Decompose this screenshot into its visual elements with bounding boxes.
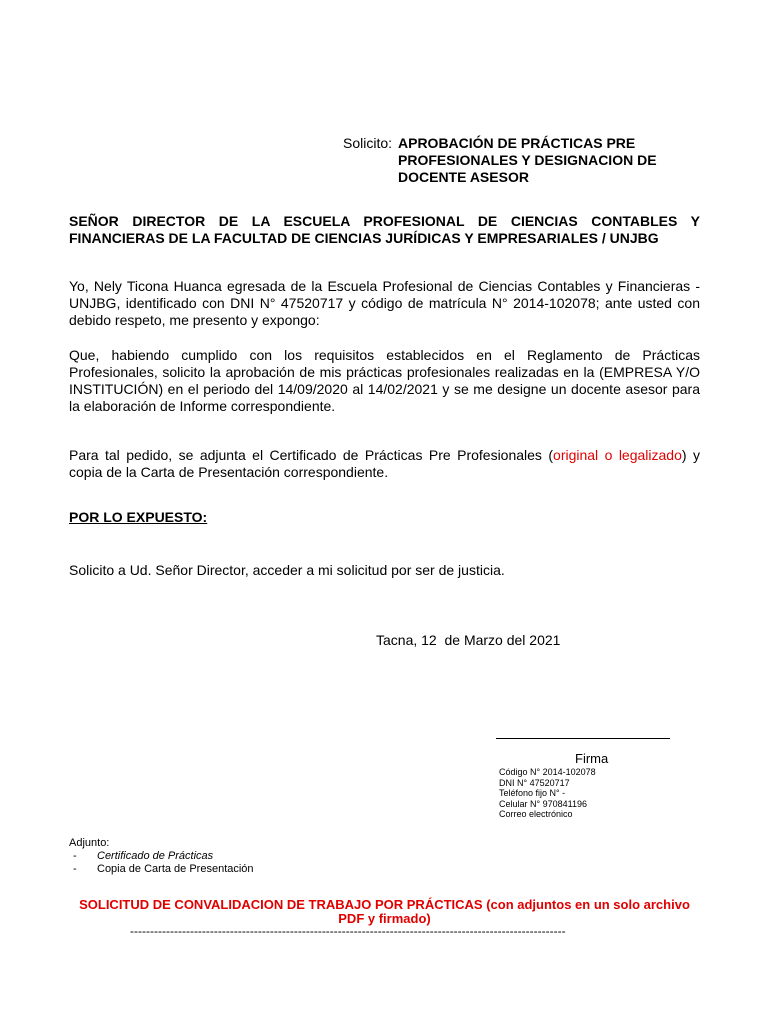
attachment-dash: - [73, 863, 77, 876]
attachment-item [69, 863, 254, 876]
signature-line [496, 738, 670, 739]
original-highlight: original o legalizado [553, 447, 682, 463]
paragraph-request: Que, habiendo cumplido con los requisitos establecidos en el Reglamento de Prácticas Profesionales, solicito la aprobación de mis prácticas profesionales realizadas en la (EMPRESA Y/O INSTITUCIÓN) en el periodo del 14/09/2020 al 14/02/2021 y se me designe un docente asesor para la elaboración de Informe correspondiente. [69, 347, 700, 415]
subject-line-2: PROFESIONALES Y DESIGNACION DE [398, 152, 657, 169]
signer-phone: Teléfono fijo N° - [499, 788, 566, 799]
attachments-list [69, 837, 254, 877]
signer-code: Código N° 2014-102078 [499, 767, 596, 777]
convalidation-notice [69, 898, 700, 927]
attachment-text: Certificado de Prácticas [97, 850, 214, 863]
attachment-item [69, 850, 254, 863]
addressee: SEÑOR DIRECTOR DE LA ESCUELA PROFESIONAL DE CIENCIAS CONTABLES Y FINANCIERAS DE LA FACULTAD DE CIENCIAS JURÍDICAS Y EMPRESARIALES / UNJBG [69, 213, 700, 247]
subject-line-1: APROBACIÓN DE PRÁCTICAS PRE [398, 135, 636, 151]
separator-line: ------------------------------------------------------------------------------------------------------------- [130, 924, 566, 938]
signer-dni: DNI N° 47520717 [499, 777, 570, 788]
paragraph-attachments-after: ) y copia de la Carta de Presentación correspondiente. [69, 447, 700, 481]
signer-email: Correo electrónico [499, 809, 573, 820]
notice-line-2: PDF y firmado) [338, 911, 431, 927]
paragraph-attachments [69, 447, 700, 481]
subject-label: Solicito: [343, 135, 393, 151]
attachments-title: Adjunto: [69, 837, 110, 849]
por-lo-expuesto-heading [69, 509, 207, 526]
por-lo-expuesto-label: POR LO EXPUESTO [69, 509, 203, 525]
attachment-text: Copia de Carta de Presentación [97, 863, 254, 876]
notice-line-1: SOLICITUD DE CONVALIDACION DE TRABAJO POR PRÁCTICAS (con adjuntos en un solo archivo [79, 897, 690, 912]
paragraph-closing: Solicito a Ud. Señor Director, acceder a mi solicitud por ser de justicia. [69, 562, 505, 578]
subject-text [398, 135, 698, 186]
subject-block [343, 135, 713, 186]
signer-details [499, 767, 596, 820]
date-line: Tacna, 12 de Marzo del 2021 [376, 632, 561, 648]
por-lo-expuesto-colon: : [202, 509, 208, 525]
paragraph-introduction: Yo, Nely Ticona Huanca egresada de la Escuela Profesional de Ciencias Contables y Financieras - UNJBG, identificado con DNI N° 47520717 y código de matrícula N° 2014-102078; ante usted con debido respeto, me presento y expongo: [69, 278, 700, 329]
subject-line-3: DOCENTE ASESOR [398, 169, 529, 186]
attachment-dash: - [73, 850, 77, 863]
signer-mobile: Celular N° 970841196 [499, 798, 587, 809]
paragraph-attachments-before: Para tal pedido, se adjunta el Certificado de Prácticas Pre Profesionales ( [69, 447, 554, 463]
signature-label: Firma [575, 751, 609, 766]
